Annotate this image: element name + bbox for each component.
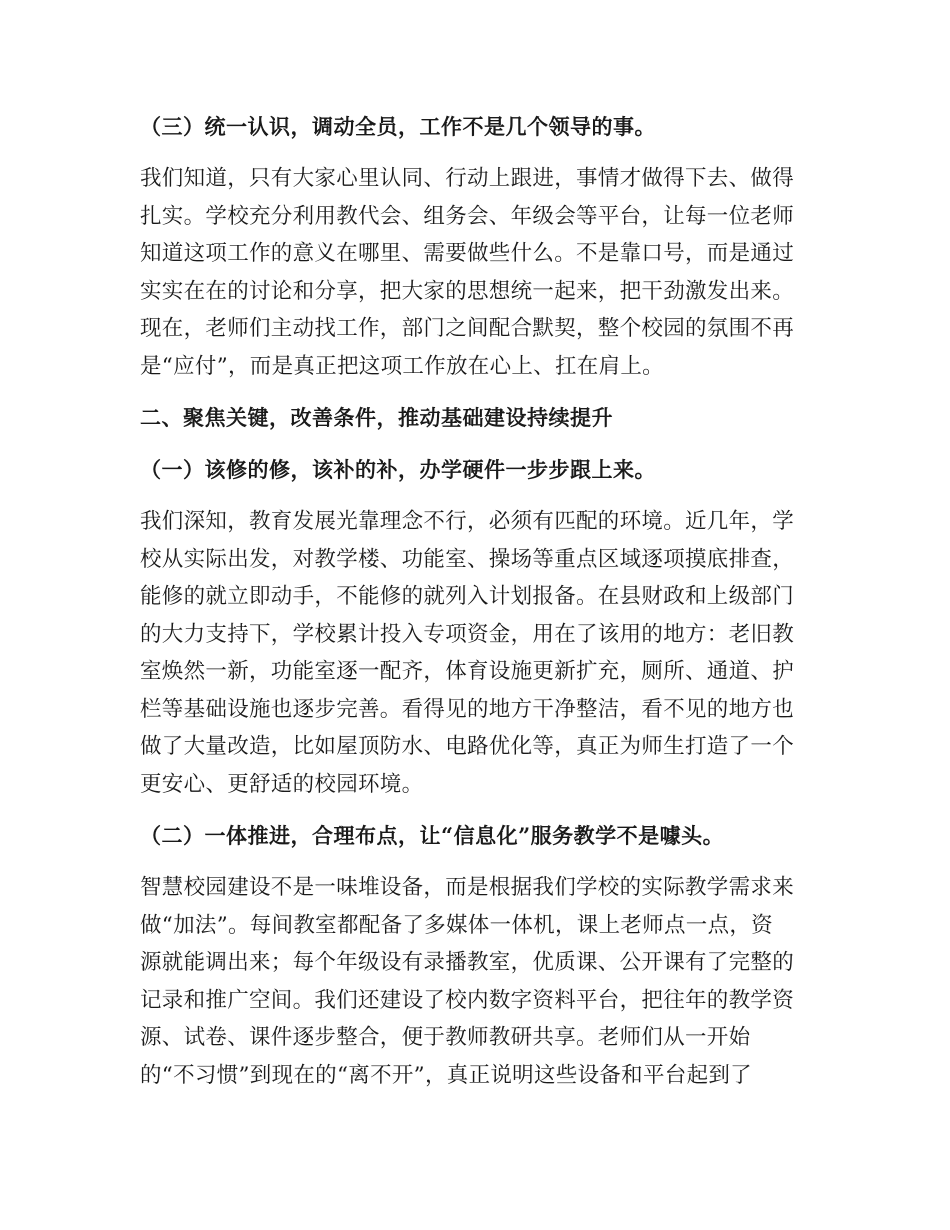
paragraph-line: 栏等基础设施也逐步完善。看得见的地方干净整洁，看不见的地方也 <box>140 696 795 722</box>
paragraph-unify-understanding <box>140 160 795 385</box>
paragraph-line: 是“应付”，而是真正把这项工作放在心上、扛在肩上。 <box>140 353 664 379</box>
paragraph-hardware <box>140 503 795 803</box>
paragraph-line: 现在，老师们主动找工作，部门之间配合默契，整个校园的氛围不再 <box>140 316 795 341</box>
paragraph-line: 做“加法”。每间教室都配备了多媒体一体机，课上老师点一点，资 <box>140 912 773 938</box>
document-page <box>140 108 795 1108</box>
paragraph-line: 的“不习惯”到现在的“离不开”，真正说明这些设备和平台起到了 <box>140 1062 752 1088</box>
paragraph-line: 室焕然一新，功能室逐一配齐，体育设施更新扩充，厕所、通道、护 <box>140 659 795 684</box>
paragraph-line: 我们知道，只有大家心里认同、行动上跟进，事情才做得下去、做得 <box>140 166 795 191</box>
paragraph-line: 扎实。学校充分利用教代会、组务会、年级会等平台，让每一位老师 <box>140 203 795 229</box>
section-heading-2: （二）一体推进，合理布点，让“信息化”服务教学不是噱头。 <box>140 823 725 848</box>
paragraph-line: 源就能调出来；每个年级设有录播教室，优质课、公开课有了完整的 <box>140 950 795 975</box>
paragraph-line: 实实在在的讨论和分享，把大家的思想统一起来，把干劲激发出来。 <box>140 278 795 304</box>
paragraph-line: 更安心、更舒适的校园环境。 <box>140 771 424 797</box>
paragraph-line: 能修的就立即动手，不能修的就列入计划报备。在县财政和上级部门 <box>140 584 795 609</box>
section-heading-3: （三）统一认识，调动全员，工作不是几个领导的事。 <box>140 114 656 139</box>
paragraph-line: 智慧校园建设不是一味堆设备，而是根据我们学校的实际教学需求来 <box>140 875 795 900</box>
paragraph-line: 记录和推广空间。我们还建设了校内数字资料平台，把往年的教学资 <box>140 987 795 1013</box>
section-heading-1: （一）该修的修，该补的补，办学硬件一步步跟上来。 <box>140 457 656 482</box>
paragraph-line: 校从实际出发，对教学楼、功能室、操场等重点区域逐项摸底排查， <box>140 546 795 572</box>
paragraph-line: 做了大量改造，比如屋顶防水、电路优化等，真正为师生打造了一个 <box>140 734 795 759</box>
paragraph-line: 的大力支持下，学校累计投入专项资金，用在了该用的地方：老旧教 <box>140 621 795 647</box>
chapter-heading-2: 二、聚焦关键，改善条件，推动基础建设持续提升 <box>140 405 613 430</box>
paragraph-line: 知道这项工作的意义在哪里、需要做些什么。不是靠口号，而是通过 <box>140 241 795 266</box>
paragraph-line: 源、试卷、课件逐步整合，便于教师教研共享。老师们从一开始 <box>140 1025 751 1050</box>
paragraph-informatization <box>140 869 795 1094</box>
paragraph-line: 我们深知，教育发展光靠理念不行，必须有匹配的环境。近几年，学 <box>140 509 795 534</box>
